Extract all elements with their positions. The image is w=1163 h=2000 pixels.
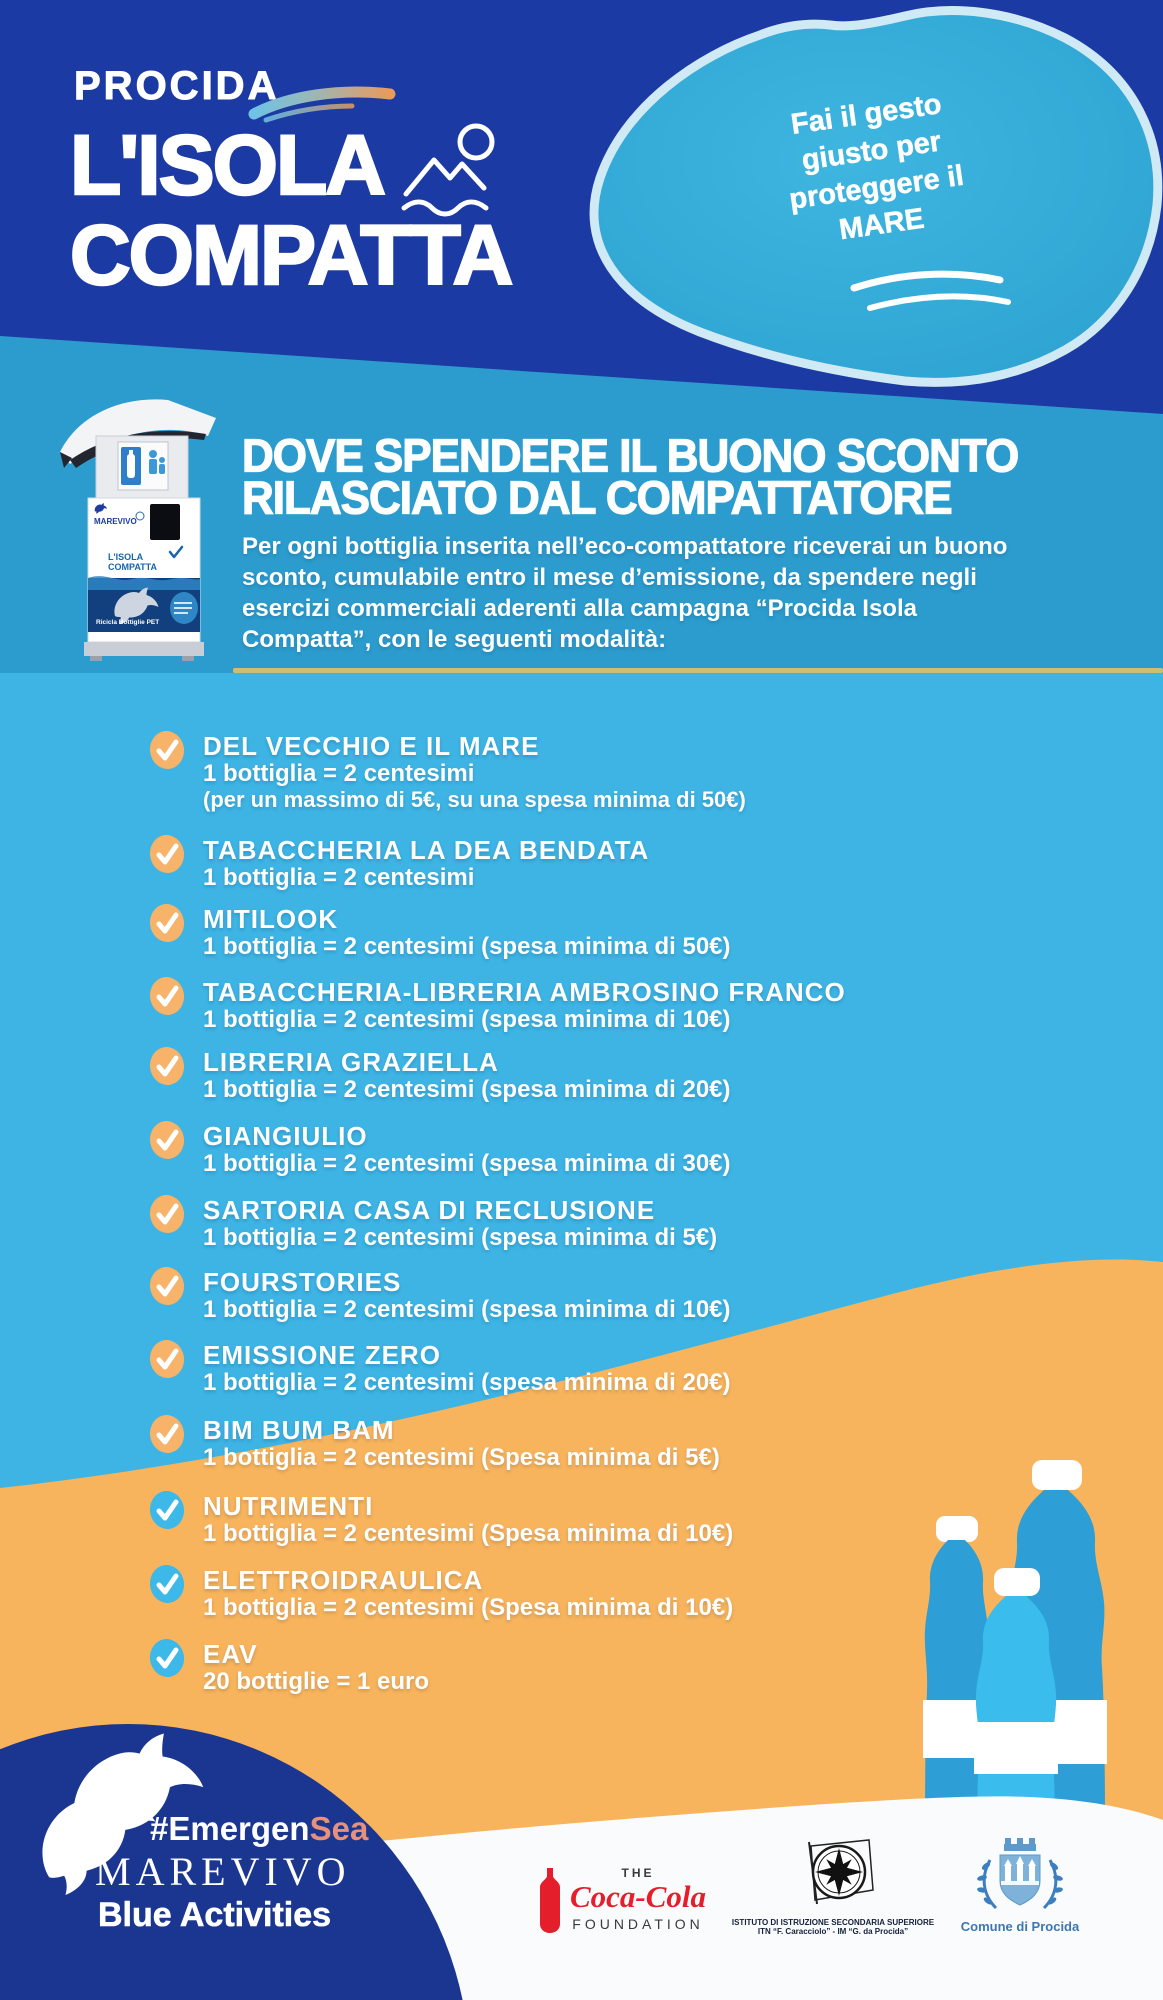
heading-line2: RILASCIATO DAL COMPATTATORE (242, 472, 952, 525)
check-icon (148, 833, 186, 875)
cocacola-foundation-logo (538, 1866, 706, 1936)
vendor-detail: 1 bottiglia = 2 centesimi (spesa minima di 30€) (203, 1150, 731, 1177)
machine-sticker-label: Ricicla Bottiglie PET (96, 619, 160, 626)
vendor-name: MITILOOK (203, 904, 339, 934)
check-icon (148, 1637, 186, 1679)
check-icon (148, 1413, 186, 1455)
vendor-detail: 1 bottiglia = 2 centesimi (203, 760, 475, 787)
badge-text: Fai il gesto giusto per proteggere il MARE (787, 88, 966, 247)
list-item (148, 1122, 731, 1177)
blue-activities-label: Blue Activities (98, 1896, 332, 1934)
vendor-detail: 1 bottiglia = 2 centesimi (Spesa minima di 10€) (203, 1520, 734, 1547)
comune-label: Comune di Procida (960, 1919, 1080, 1934)
title-line1: L'ISOLA (70, 118, 384, 212)
vendor-name: TABACCHERIA LA DEA BENDATA (203, 835, 650, 865)
list-item (148, 905, 731, 960)
list-item (148, 1416, 720, 1471)
machine-campaign-line2: COMPATTA (108, 562, 157, 572)
coke-foundation: FOUNDATION (572, 1916, 704, 1932)
coke-bottle-icon (538, 1866, 562, 1936)
check-icon (148, 1045, 186, 1087)
list-item (148, 836, 649, 891)
list-item (148, 1268, 731, 1323)
vendor-detail: 1 bottiglia = 2 centesimi (spesa minima di 5€) (203, 1224, 718, 1251)
heading-line1: DOVE SPENDERE IL BUONO SCONTO (242, 430, 1019, 483)
vendor-detail: 1 bottiglia = 2 centesimi (Spesa minima di 10€) (203, 1594, 734, 1621)
vendor-detail: 20 bottiglie = 1 euro (203, 1668, 430, 1695)
vendor-detail: 1 bottiglia = 2 centesimi (spesa minima di 10€) (203, 1296, 731, 1323)
vendor-name: DEL VECCHIO E IL MARE (203, 731, 540, 761)
coke-script: Coca-Cola (570, 1879, 707, 1914)
coke-the: THE (621, 1866, 655, 1880)
vendor-detail: 1 bottiglia = 2 centesimi (spesa minima di 20€) (203, 1369, 731, 1396)
section-heading (242, 430, 1019, 525)
check-icon (148, 1265, 186, 1307)
intro-paragraph: Per ogni bottiglia inserita nell’eco-compattatore riceverai un buono sconto, cumulabile entro il mese d’emissione, da spendere negli esercizi commerciali aderenti alla campagna “Procida Isola Compatta”, con le seguenti modalità: (242, 533, 1008, 653)
list-item (148, 1640, 429, 1695)
istituto-line1: ISTITUTO DI ISTRUZIONE SECONDARIA SUPERIORE (731, 1918, 935, 1927)
check-icon (148, 902, 186, 944)
comune-crest-icon (952, 1834, 1088, 1918)
vendor-name: SARTORIA CASA DI RECLUSIONE (203, 1195, 656, 1225)
istituto-logo (728, 1834, 938, 1936)
compass-icon (781, 1834, 885, 1916)
vendor-detail: 1 bottiglia = 2 centesimi (203, 864, 475, 891)
check-icon (148, 1489, 186, 1531)
vendor-name: BIM BUM BAM (203, 1415, 395, 1445)
list-item (148, 732, 746, 813)
divider-line (233, 668, 1163, 673)
marevivo-label: MAREVIVO (95, 1849, 351, 1894)
list-item (148, 1196, 717, 1251)
vendor-name: NUTRIMENTI (203, 1491, 374, 1521)
vendor-detail: 1 bottiglia = 2 centesimi (spesa minima di 20€) (203, 1076, 731, 1103)
brand-kicker: PROCIDA (74, 64, 280, 108)
check-icon (148, 1119, 186, 1161)
island-icon (398, 118, 506, 222)
machine-brand-label: MAREVIVO (94, 517, 137, 526)
vendor-name: TABACCHERIA-LIBRERIA AMBROSINO FRANCO (203, 977, 846, 1007)
check-icon (148, 1338, 186, 1380)
check-icon (148, 729, 186, 771)
vendor-detail: 1 bottiglia = 2 centesimi (Spesa minima di 5€) (203, 1444, 720, 1471)
list-item (148, 1048, 731, 1103)
check-icon (148, 975, 186, 1017)
istituto-line2: ITN “F. Caracciolo” - IM “G. da Procida” (757, 1927, 909, 1936)
vendor-name: ELETTROIDRAULICA (203, 1565, 484, 1595)
emergensea-sea: Sea (309, 1810, 369, 1847)
vendor-detail: 1 bottiglia = 2 centesimi (spesa minima di 10€) (203, 1006, 731, 1033)
vendor-name: EAV (203, 1639, 258, 1669)
machine-campaign-line1: L'ISOLA (108, 552, 144, 562)
eco-compactor-image (56, 392, 220, 664)
vendor-extra: (per un massimo di 5€, su una spesa minima di 50€) (203, 787, 746, 812)
list-item (148, 1492, 733, 1547)
vendor-name: GIANGIULIO (203, 1121, 368, 1151)
list-item (148, 1341, 731, 1396)
title-line2: COMPATTA (70, 208, 512, 302)
list-item (148, 978, 846, 1033)
list-item (148, 1566, 733, 1621)
check-icon (148, 1193, 186, 1235)
vendor-detail: 1 bottiglia = 2 centesimi (spesa minima di 50€) (203, 933, 731, 960)
emergensea-hash: #Emergen (150, 1810, 310, 1847)
comune-di-procida-logo (950, 1834, 1090, 1934)
vendor-name: LIBRERIA GRAZIELLA (203, 1047, 499, 1077)
vendor-name: EMISSIONE ZERO (203, 1340, 441, 1370)
emergensea-label (150, 1810, 368, 1848)
check-icon (148, 1563, 186, 1605)
bottle-slot (150, 504, 180, 540)
vendor-name: FOURSTORIES (203, 1267, 402, 1297)
